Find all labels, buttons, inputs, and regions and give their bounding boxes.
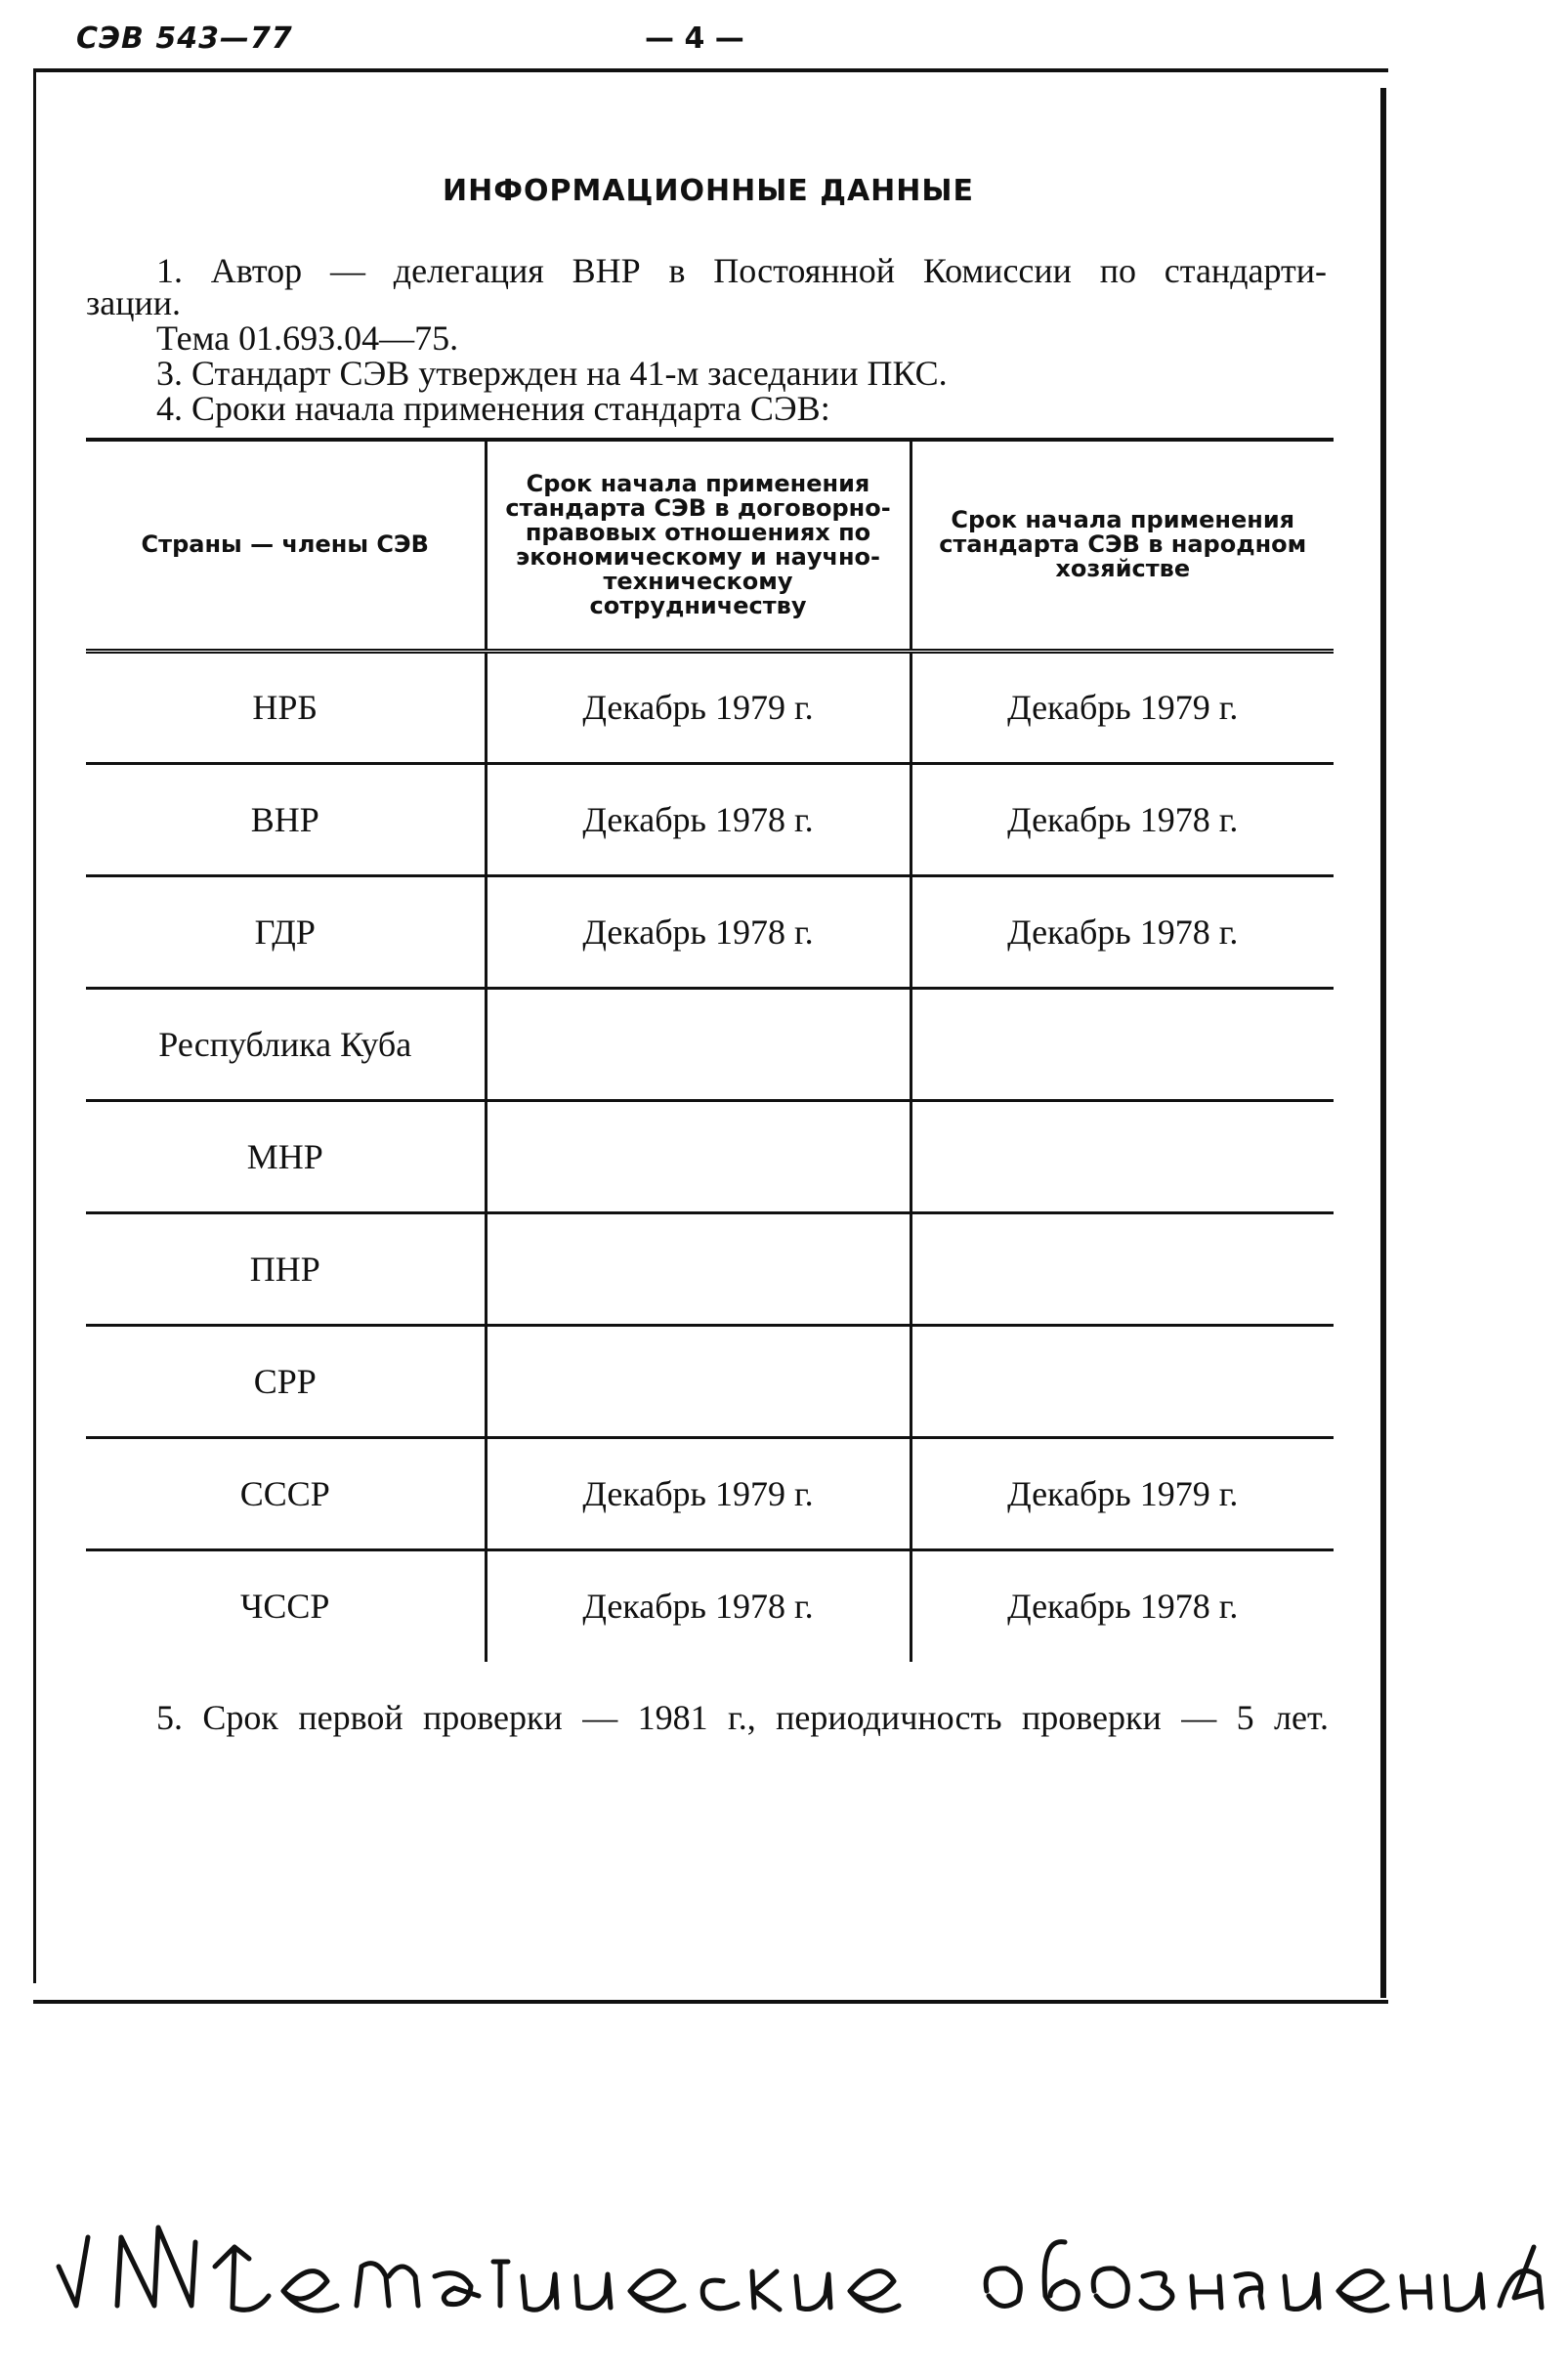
contract-date-cell <box>486 1100 911 1212</box>
table-row <box>86 651 1334 763</box>
author-line-2: зации. <box>86 283 181 322</box>
contract-date-cell: Декабрь 1978 г. <box>486 875 911 988</box>
country-cell: ЧССР <box>240 1587 330 1627</box>
country-cell: СССР <box>86 1437 486 1549</box>
economy-date-cell: Декабрь 1978 г. <box>911 763 1334 875</box>
economy-date-cell <box>911 988 1334 1100</box>
frame-left-border <box>33 68 36 1983</box>
table-row <box>86 1437 1334 1549</box>
application-dates-table <box>86 438 1334 1662</box>
country-cell: НРБ <box>86 651 486 763</box>
table-row <box>86 1212 1334 1325</box>
header-countries: Страны — члены СЭВ <box>86 440 486 651</box>
table-row <box>86 1100 1334 1212</box>
table-row <box>86 988 1334 1100</box>
review-line: 5. Срок первой проверки — 1981 г., периодичность проверки — 5 лет. <box>156 1698 1329 1737</box>
table-row <box>86 763 1334 875</box>
economy-date-cell: Декабрь 1979 г. <box>911 651 1334 763</box>
contract-date-cell <box>486 1325 911 1437</box>
contract-date-cell: Декабрь 1978 г. <box>486 1549 911 1662</box>
section-title: ИНФОРМАЦИОННЫЕ ДАННЫЕ <box>443 174 974 208</box>
contract-date-cell: Декабрь 1979 г. <box>486 651 911 763</box>
table-row <box>86 875 1334 988</box>
top-rule <box>33 68 1388 72</box>
economy-date-cell: Декабрь 1979 г. <box>911 1437 1334 1549</box>
header-economy-date: Срок начала применения стандарта СЭВ в народном хозяйстве <box>911 440 1334 651</box>
bottom-rule <box>33 2000 1388 2004</box>
frame-right-border <box>1380 88 1386 1998</box>
author-line-1: 1. Автор — делегация ВНР в Постоянной Комиссии по стандарти- <box>156 251 1327 290</box>
approval-line: 3. Стандарт СЭВ утвержден на 41-м заседании ПКС. <box>156 354 948 393</box>
table-row <box>86 1549 1334 1662</box>
header-code: СЭВ 543—77 <box>76 21 293 56</box>
contract-date-cell <box>486 988 911 1100</box>
page-number: — 4 — <box>645 21 744 56</box>
table-row <box>86 1325 1334 1437</box>
economy-date-cell <box>911 1100 1334 1212</box>
dates-intro-line: 4. Сроки начала применения стандарта СЭВ: <box>156 389 830 428</box>
contract-date-cell: Декабрь 1978 г. <box>486 763 911 875</box>
country-cell: МНР <box>86 1100 486 1212</box>
country-cell: СРР <box>86 1325 486 1437</box>
economy-date-cell <box>911 1212 1334 1325</box>
contract-date-cell <box>486 1212 911 1325</box>
contract-date-cell: Декабрь 1979 г. <box>486 1437 911 1549</box>
economy-date-cell: Декабрь 1978 г. <box>911 1549 1334 1662</box>
country-cell: ГДР <box>86 875 486 988</box>
handwritten-note <box>49 2198 1553 2364</box>
economy-date-cell <box>911 1325 1334 1437</box>
country-cell: ПНР <box>86 1212 486 1325</box>
country-cell: Республика Куба <box>86 988 486 1100</box>
header-contract-date: Срок начала применения стандарта СЭВ в договорно-правовых отношениях по экономическому и научно-техническому сотрудничеству <box>486 440 911 651</box>
table-header-row <box>86 440 1334 651</box>
economy-date-cell: Декабрь 1978 г. <box>911 875 1334 988</box>
topic-line: Тема 01.693.04—75. <box>156 318 459 358</box>
country-cell: ВНР <box>86 763 486 875</box>
